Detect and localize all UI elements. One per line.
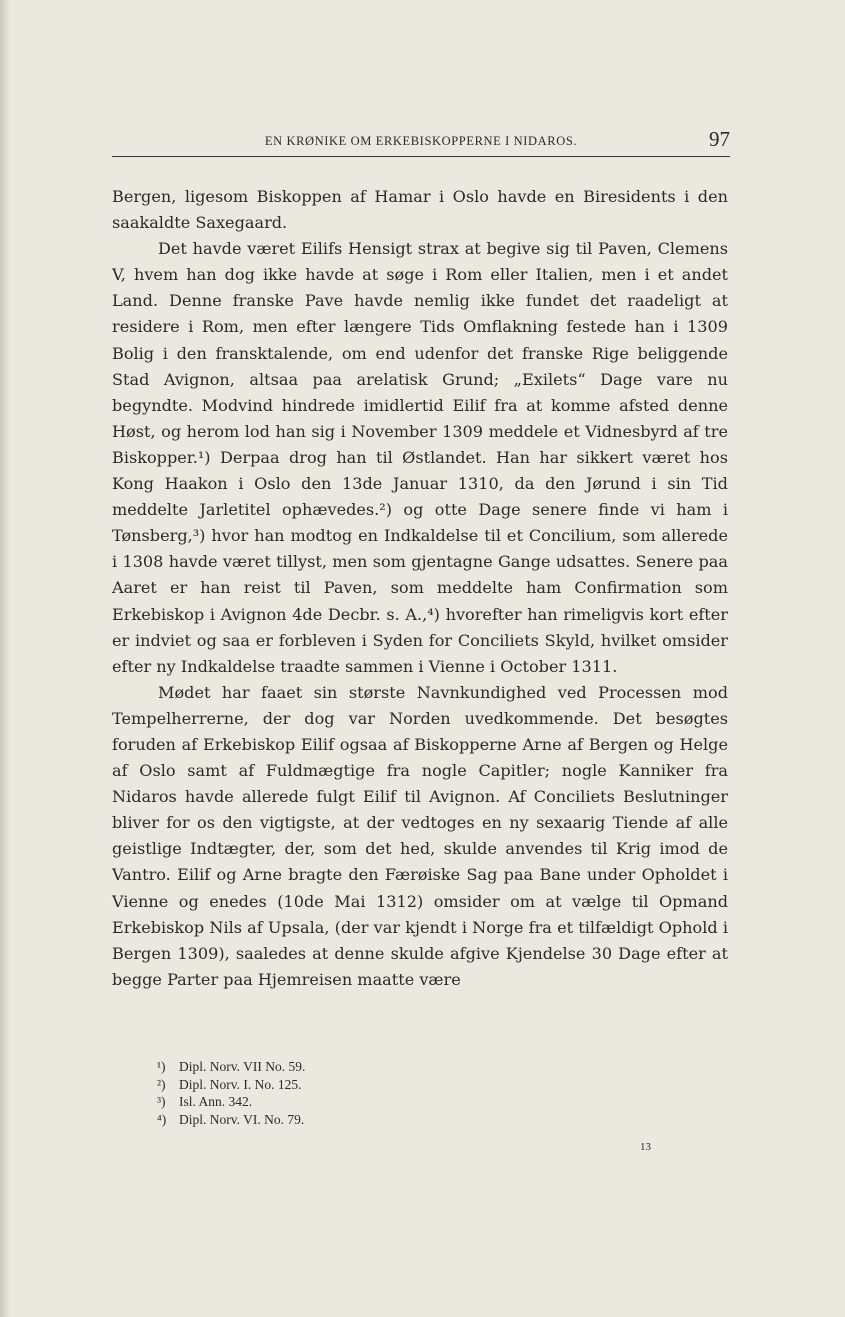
footnote-text: Dipl. Norv. VII No. 59. xyxy=(179,1059,306,1074)
running-title: EN KRØNIKE OM ERKEBISKOPPERNE I NIDAROS. xyxy=(264,134,578,148)
paragraph: Mødet har faaet sin største Navnkundighed ved Processen mod Tempelherrerne, der dog var Norden uvedkommende. Det besøgtes foruden af Erkebiskop Eilif ogsaa af Biskopperne Arne af Bergen og Helge af Oslo samt af Fuldmægtige fra nogle Capitler; nogle Kanniker fra Nidaros havde allerede fulgt Eilif til Avignon. Af Conciliets Beslutninger bliver for os den vigtigste, at der vedtoges en ny sexaarig Tiende af alle geistlige Indtægter, der, som det hed, skulde anvendes til Krig imod de Vantro. Eilif og Arne bragte den Færøiske Sag paa Bane under Opholdet i Vienne og enedes (10de Mai 1312) omsider om at vælge til Opmand Erkebiskop Nils af Upsala, (der var kjendt i Norge fra et tilfældigt Ophold i Bergen 1309), saaledes at denne skulde afgive Kjendelse 30 Dage efter at begge Parter paa Hjemreisen maatte være xyxy=(112,682,728,989)
footnote-text: Dipl. Norv. I. No. 125. xyxy=(179,1076,302,1092)
footnotes xyxy=(157,1058,457,1128)
footnote xyxy=(157,1058,457,1076)
running-header xyxy=(112,128,730,157)
footnote-text: Dipl. Norv. VI. No. 79. xyxy=(179,1111,305,1127)
page-edge-shadow xyxy=(0,0,10,1317)
paragraph: Det havde været Eilifs Hensigt strax at begive sig til Paven, Clemens V, hvem han dog ikke havde at søge i Rom eller Italien, men i et andet Land. Denne franske Pave havde nemlig ikke fundet det raadeligt at residere i Rom, men efter længere Tids Omflakning festede han i 1309 Bolig i den fransktalende, om end udenfor det franske Rige beliggende Stad Avignon, altsaa paa arelatisk Grund; „Exilets“ Dage vare nu begyndte. Modvind hindrede imidlertid Eilif fra at komme afsted denne Høst, og herom lod han sig i November 1309 meddele et Vidnesbyrd af tre Biskopper.¹) Derpaa drog han til Østlandet. Han har sikkert været hos Kong Haakon i Oslo den 13de Januar 1310, da den Jørund i sin Tid meddelte Jarletitel ophævedes.²) og otte Dage senere finde vi ham i Tønsberg,³) hvor han modtog en Indkaldelse til et Concilium, som allerede i 1308 havde været tillyst, men som gjentagne Gange udsattes. Senere paa Aaret er han reist til Paven, som meddelte ham Confirmation som Erkebiskop i Avignon 4de Decbr. s. A.,⁴) hvorefter han rimeligvis kort efter er indviet og saa er forbleven i Syden for Conciliets Skyld, hvilket omsider efter ny Indkaldelse traadte sammen i Vienne i October 1311. xyxy=(112,239,728,676)
signature-mark: 13 xyxy=(640,1141,651,1153)
footnote-mark: ²) xyxy=(157,1076,166,1092)
paragraph: Bergen, ligesom Biskoppen af Hamar i Oslo havde en Biresidents i den saakaldte Saxegaard. xyxy=(112,187,728,233)
footnote xyxy=(157,1093,457,1111)
footnote xyxy=(157,1111,457,1129)
footnote-mark: ⁴) xyxy=(157,1111,167,1127)
footnote-text: Isl. Ann. 342. xyxy=(179,1094,253,1109)
body-text xyxy=(112,184,728,993)
footnote-mark: ³) xyxy=(157,1094,166,1109)
footnote-mark: ¹) xyxy=(157,1059,166,1074)
page-number: 97 xyxy=(709,127,730,151)
footnote xyxy=(157,1076,457,1094)
